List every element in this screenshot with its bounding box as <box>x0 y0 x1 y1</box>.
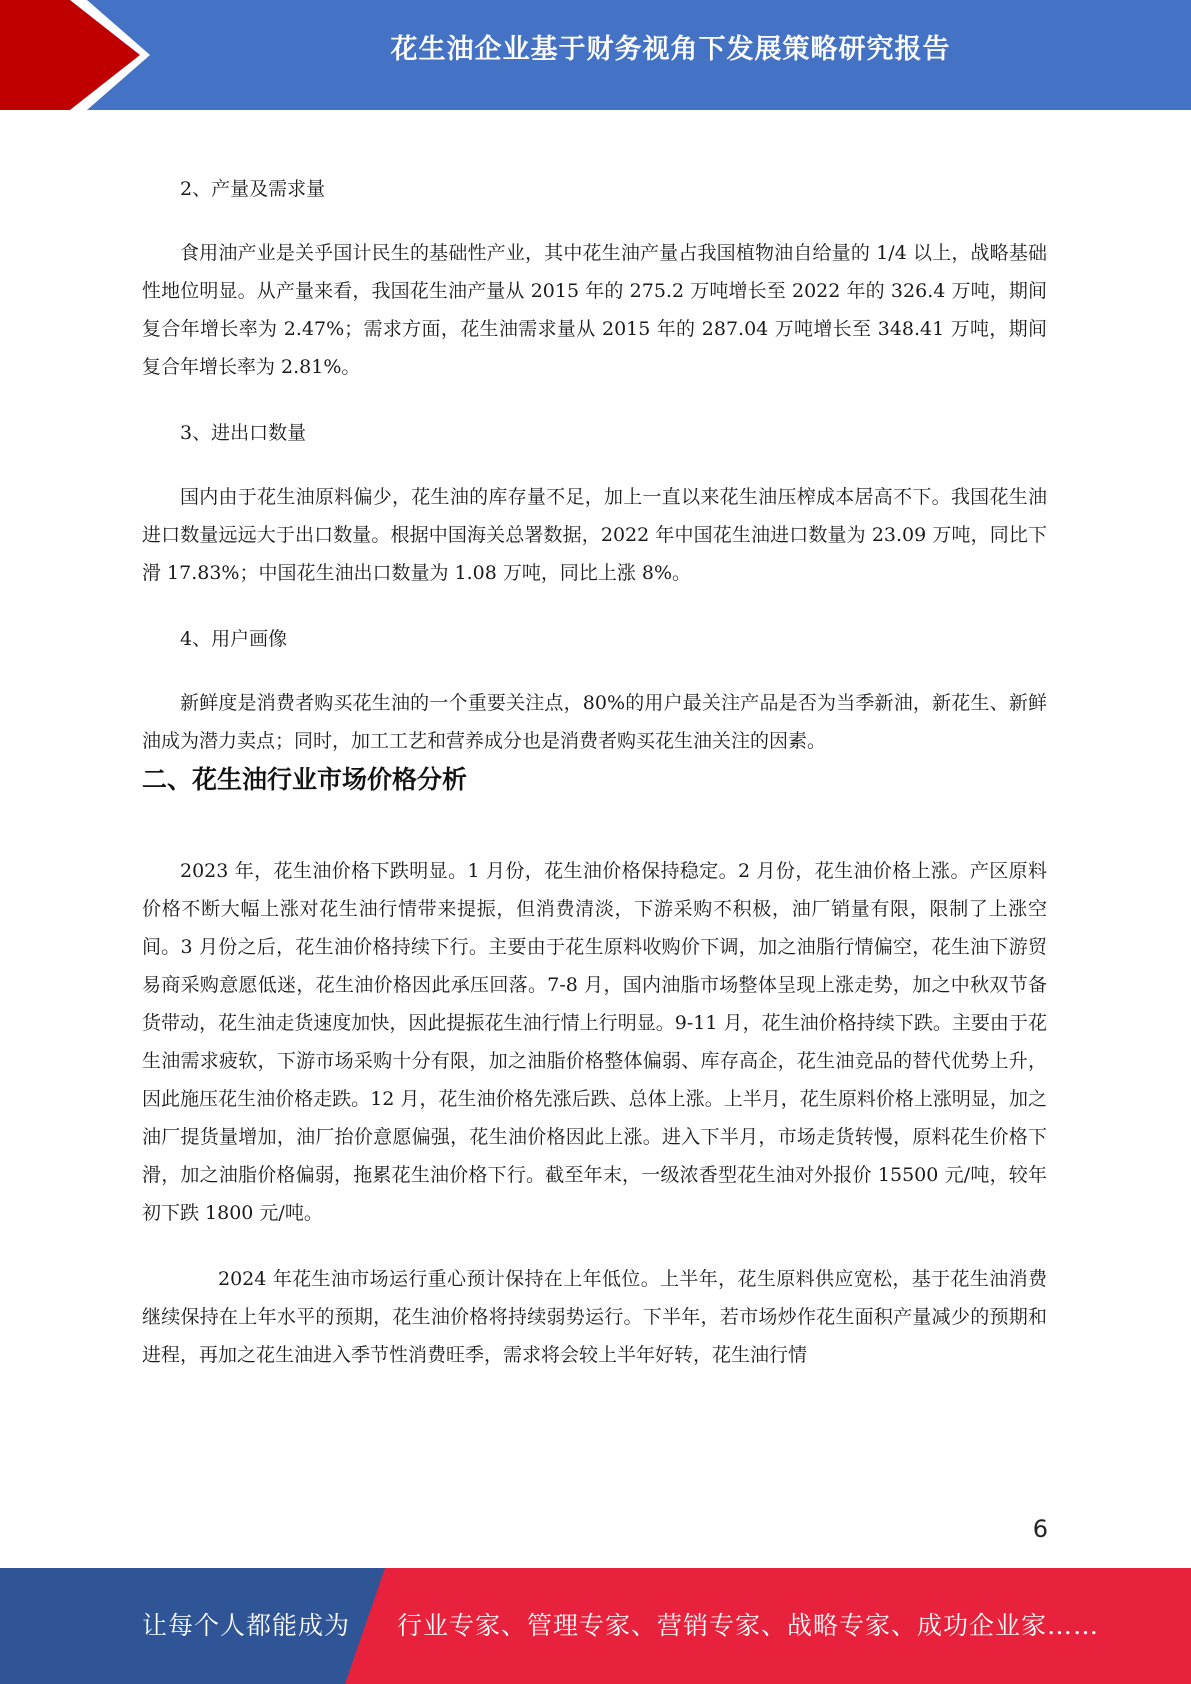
footer-banner <box>0 1568 1191 1684</box>
subheading-user-profile: 4、用户画像 <box>180 628 288 650</box>
paragraph-import-export: 国内由于花生油原料偏少，花生油的库存量不足，加上一直以来花生油压榨成本居高不下。我国花生油进口数量远远大于出口数量。根据中国海关总署数据，2022 年中国花生油进口数量为 23.09 万吨，同比下滑 17.83%；中国花生油出口数量为 1.08 万吨，同比上涨 8%。 <box>142 486 1047 584</box>
section-heading-price-analysis: 二、花生油行业市场价格分析 <box>142 765 468 794</box>
footer-slogan-right: 行业专家、管理专家、营销专家、战略专家、成功企业家…… <box>397 1611 1100 1640</box>
footer-slogan-left: 让每个人都能成为 <box>142 1611 351 1640</box>
paragraph-user-profile: 新鲜度是消费者购买花生油的一个重要关注点，80%的用户最关注产品是否为当季新油，新花生、新鲜油成为潜力卖点；同时，加工工艺和营养成分也是消费者购买花生油关注的因素。 <box>142 692 1047 752</box>
header-arrow-graphic <box>0 0 160 110</box>
paragraph-price-2023: 2023 年，花生油价格下跌明显。1 月份，花生油价格保持稳定。2 月份，花生油价格上涨。产区原料价格不断大幅上涨对花生油行情带来提振，但消费清淡，下游采购不积极，油厂销量有限，限制了上涨空间。3 月份之后，花生油价格持续下行。主要由于花生原料收购价下调，加之油脂行情偏空，花生油下游贸易商采购意愿低迷，花生油价格因此承压回落。7-8 月，国内油脂市场整体呈现上涨走势，加之中秋双节备货带动，花生油走货速度加快，因此提振花生油行情上行明显。9-11 月，花生油价格持续下跌。主要由于花生油需求疲软，下游市场采购十分有限，加之油脂价格整体偏弱、库存高企，花生油竞品的替代优势上升，因此施压花生油价格走跌。12 月，花生油价格先涨后跌、总体上涨。上半月，花生原料价格上涨明显，加之油厂提货量增加，油厂抬价意愿偏强，花生油价格因此上涨。进入下半月，市场走货转慢，原料花生价格下滑，加之油脂价格偏弱，拖累花生油价格下行。截至年末，一级浓香型花生油对外报价 15500 元/吨，较年初下跌 1800 元/吨。 <box>142 860 1047 1224</box>
document-body <box>142 170 1047 1374</box>
header-banner <box>0 0 1191 110</box>
paragraph-production-demand: 食用油产业是关乎国计民生的基础性产业，其中花生油产量占我国植物油自给量的 1/4 以上，战略基础性地位明显。从产量来看，我国花生油产量从 2015 年的 275.2 万吨增长至 2022 年的 326.4 万吨，期间复合年增长率为 2.47%；需求方面，花生油需求量从 2015 年的 287.04 万吨增长至 348.41 万吨，期间复合年增长率为 2.81%。 <box>142 242 1047 378</box>
report-title: 花生油企业基于财务视角下发展策略研究报告 <box>390 34 951 65</box>
page-number: 6 <box>1032 1515 1048 1543</box>
paragraph-price-2024: 2024 年花生油市场运行重心预计保持在上年低位。上半年，花生原料供应宽松，基于花生油消费继续保持在上年水平的预期，花生油价格将持续弱势运行。下半年，若市场炒作花生面积产量减少的预期和进程，再加之花生油进入季节性消费旺季，需求将会较上半年好转，花生油行情 <box>142 1268 1047 1366</box>
subheading-production-demand: 2、产量及需求量 <box>180 178 326 200</box>
subheading-import-export: 3、进出口数量 <box>180 422 307 444</box>
